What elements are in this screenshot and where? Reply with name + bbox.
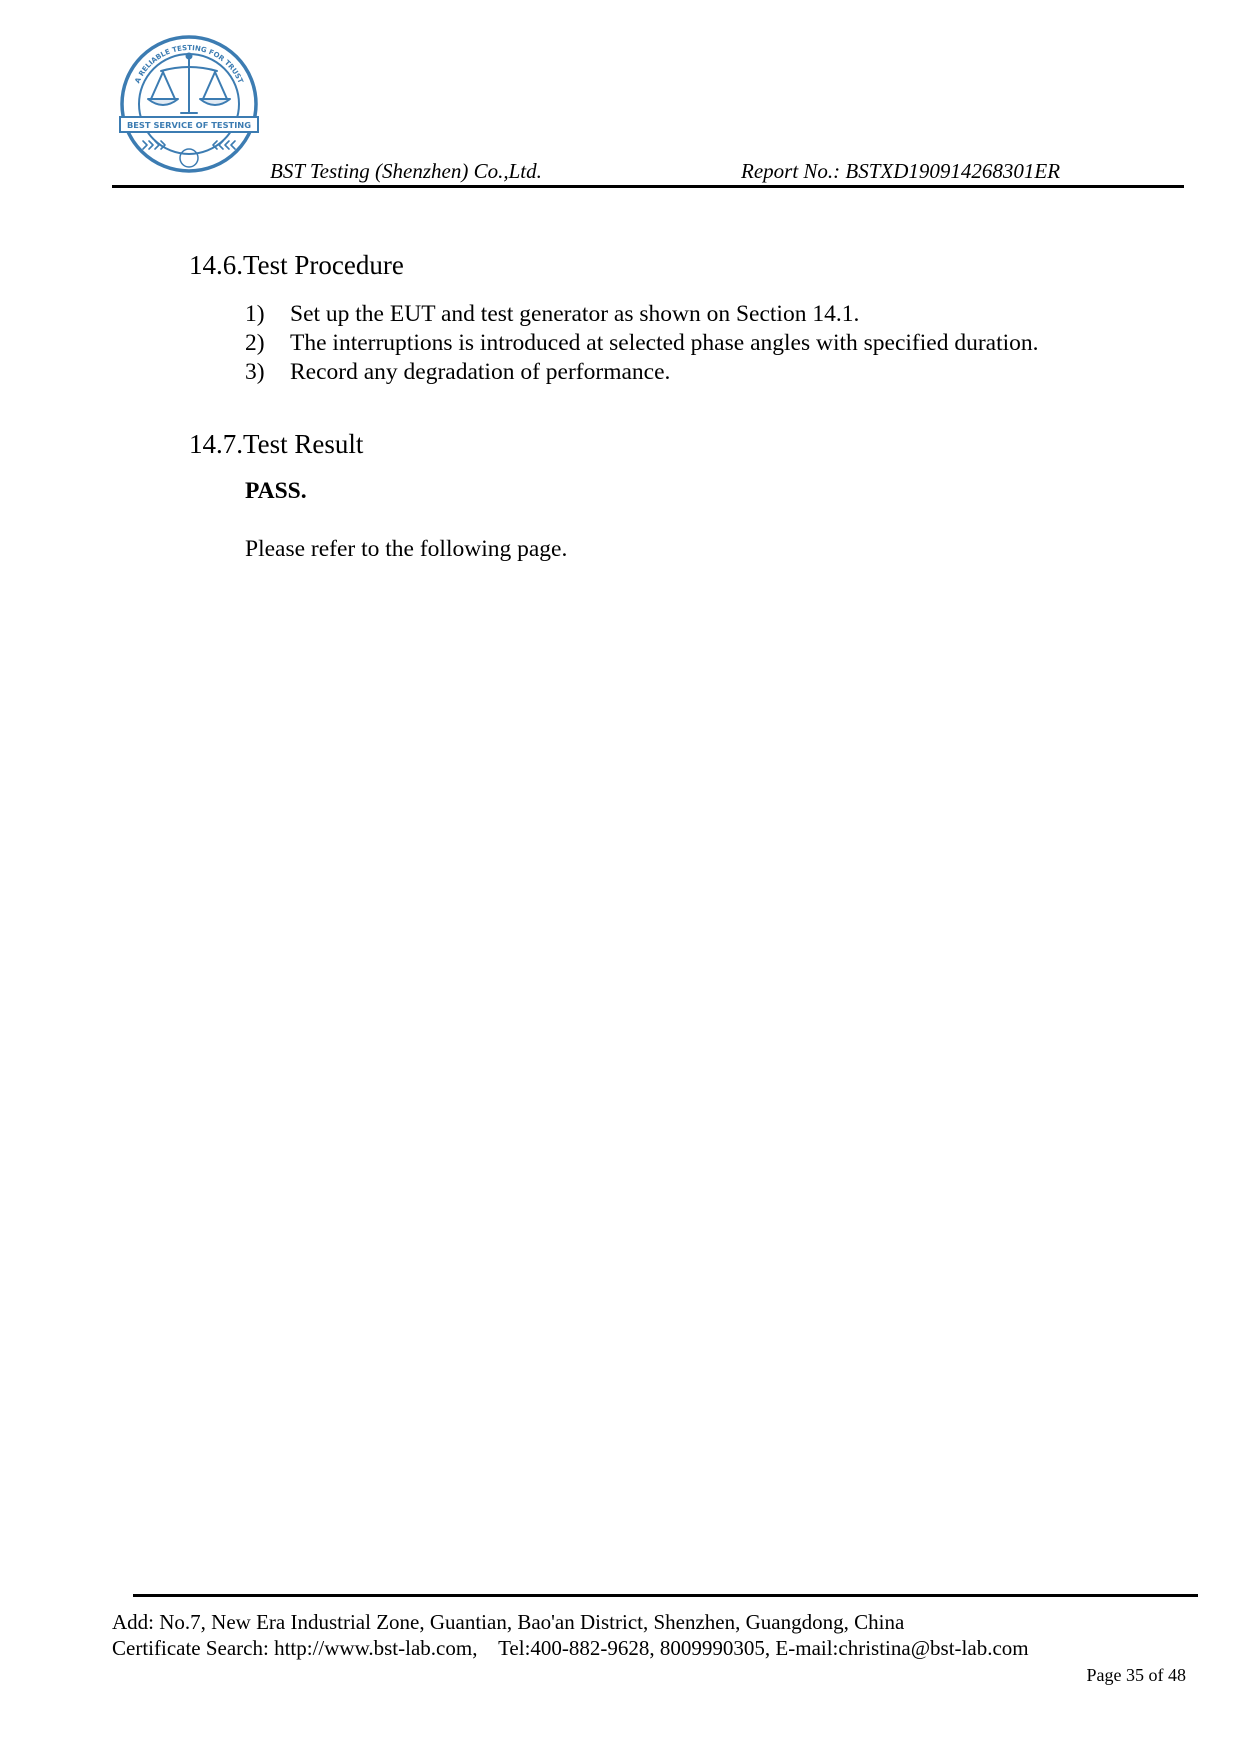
seal-small-badge bbox=[180, 149, 198, 167]
list-item-text: The interruptions is introduced at selected phase angles with specified duration. bbox=[290, 330, 1039, 356]
list-item-text: Record any degradation of performance. bbox=[290, 359, 671, 385]
header-report-number: Report No.: BSTXD190914268301ER bbox=[741, 159, 1061, 183]
footer-address: Add: No.7, New Era Industrial Zone, Guantian, Bao'an District, Shenzhen, Guangdong, China bbox=[112, 1610, 905, 1634]
procedure-list bbox=[245, 300, 1039, 387]
section-heading-test-procedure: 14.6.Test Procedure bbox=[189, 250, 404, 280]
list-item bbox=[245, 329, 1039, 358]
header-company-name: BST Testing (Shenzhen) Co.,Ltd. bbox=[270, 159, 542, 183]
list-item-number: 2) bbox=[245, 330, 265, 356]
section-heading-test-result: 14.7.Test Result bbox=[189, 429, 364, 459]
list-item-number: 3) bbox=[245, 359, 265, 385]
list-item bbox=[245, 358, 1039, 387]
list-item-number: 1) bbox=[245, 301, 265, 327]
header-divider bbox=[112, 185, 1184, 188]
footer-contact: Certificate Search: http://www.bst-lab.com, Tel:400-882-9628, 8009990305, E-mail:christina@bst-lab.com bbox=[112, 1636, 1029, 1660]
page-number: Page 35 of 48 bbox=[1086, 1665, 1186, 1685]
seal-arc-text: A RELIABLE TESTING FOR TRUST bbox=[133, 43, 245, 85]
footer-divider bbox=[133, 1594, 1198, 1597]
list-item bbox=[245, 300, 1039, 329]
test-result-note: Please refer to the following page. bbox=[245, 536, 568, 562]
seal-banner-text: BEST SERVICE OF TESTING bbox=[126, 120, 252, 130]
list-item-text: Set up the EUT and test generator as shown on Section 14.1. bbox=[290, 301, 860, 327]
test-result-value: PASS. bbox=[245, 478, 307, 504]
seal-graphic bbox=[117, 31, 261, 177]
bst-logo-seal bbox=[117, 31, 261, 177]
